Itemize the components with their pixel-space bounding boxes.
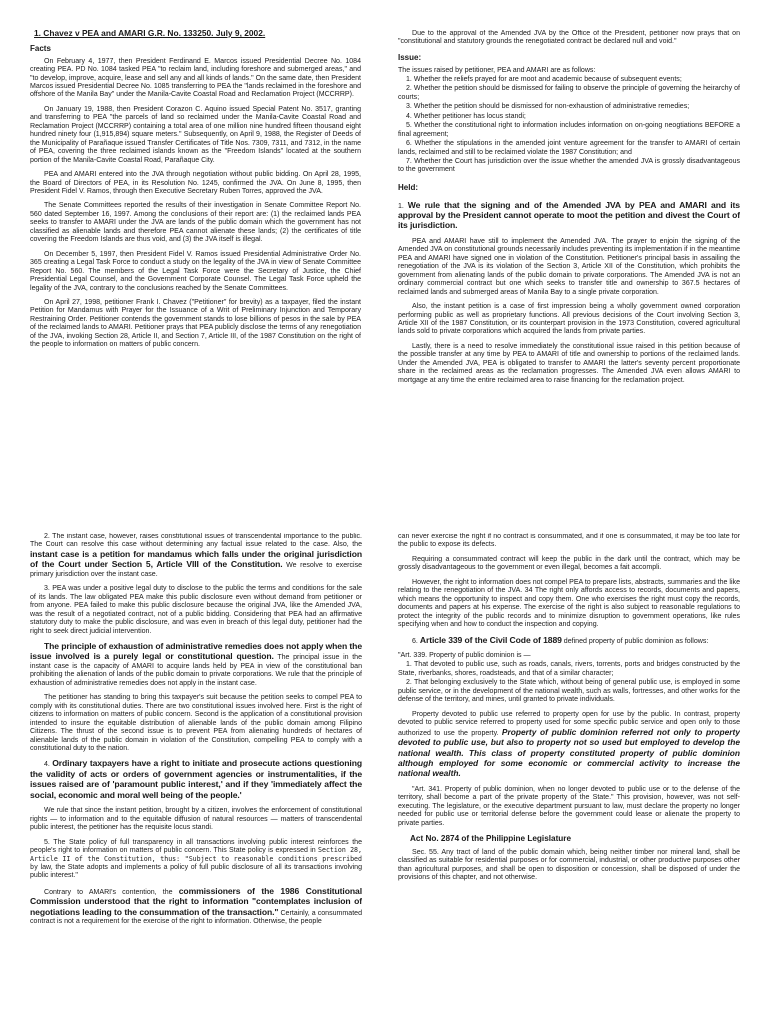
article-339-heading: "Art. 339. Property of public dominion is — xyxy=(398,651,531,659)
facts-paragraph: On January 19, 1988, then President Corazon C. Aquino issued Special Patent No. 3517, granting and transferring to PEA "the parcels of land so reclaimed under the Manila-Cavite Coastal Road and Reclamation Project (MCCRRP) containing a total area of one million nine hundred fifteen thousand eight hundred ninety four (1,915,894) square meters." Subsequently, on April 9, 1988, the Register of Deeds of the Municipality of Parañaque issued Transfer Certificates of Title Nos. 7309, 7311, and 7312, in the name of PEA, covering the three reclaimed islands known as the "Freedom Islands" located at the southern portion of the Manila-Cavite Coastal Road, Parañaque City. xyxy=(30,105,361,164)
top-right-column xyxy=(398,30,740,460)
body-paragraph xyxy=(30,839,362,881)
issue-item: 2. Whether the petition should be dismissed for failing to observe the principle of governing the heirarchy of courts; xyxy=(398,85,740,101)
body-paragraph: Requiring a consummated contract will keep the public in the dark until the contract, which may be grossly disadvantageous to the government or even illegal, becomes a fait accompli. xyxy=(398,555,740,572)
held-ruling-text: We rule that the signing and of the Amended JVA by PEA and AMARI and its approval by the President cannot operate to moot the petition and divest the Court of its jurisdiction. xyxy=(398,199,740,231)
item-number: 4. xyxy=(44,761,50,769)
held-ruling xyxy=(398,201,740,232)
body-paragraph: can never exercise the right if no contract is consummated, and if one is consummated, it may be too late for the public to expose its defects. xyxy=(398,533,740,549)
facts-paragraph: On February 4, 1977, then President Ferdinand E. Marcos issued Presidential Decree No. 1084 creating PEA. PD No. 1084 tasked PEA "to reclaim land, including foreshore and submerged areas," and "to develop, improve, acquire, lease and sell any and all kinds of lands." On the same date, then President Marcos issued Presidential Decree No. 1085 transferring to PEA the "lands reclaimed in the foreshore and offshore of the Manila Bay" under the Manila-Cavite Coastal Road and Reclamation Project (MCCRRP). xyxy=(30,57,361,99)
case-title: 1. Chavez v PEA and AMARI G.R. No. 133250. July 9, 2002. xyxy=(34,28,266,38)
body-paragraph xyxy=(398,711,740,780)
issue-item: 1. Whether the reliefs prayed for are moot and academic because of subsequent events; xyxy=(406,75,682,83)
issue-heading: Issue: xyxy=(398,52,422,62)
text-run: We resolve to exercise primary jurisdiction over the instant case. xyxy=(30,562,362,578)
article-339-item: 1. That devoted to public use, such as roads, canals, rivers, torrents, ports and bridges constructed by the State, riverbanks, shores, roadsteads, and that of a similar character; xyxy=(398,661,740,677)
issue-item: 5. Whether the constitutional right to information includes information on on-going neogtiations BEFORE a final agreement; xyxy=(398,122,740,138)
body-paragraph: Lastly, there is a need to resolve immediately the constitutional issue raised in this petition because of the possible transfer at any time by PEA to AMARI of title and ownership to portions of the reclaimed lands. Under the Amended JVA, PEA is obligated to transfer to AMARI the latter's seventy percent proportionate share in the reclaimed areas as the reclamation progresses. The Amended JVA even allows AMARI to mortgage at any time the entire reclaimed area to raise financing for the reclamation project. xyxy=(398,342,740,384)
body-paragraph: Also, the instant petition is a case of first impression being a wholly government owned corporation performing public as well as proprietary functions. All previous decisions of the Court involving Section 3, Article XII of the 1987 Constitution, or its counterpart provision in the 1973 Constitution, covered agricultural lands sold to private corporations which acquired the lands from private parties. xyxy=(398,303,740,336)
section-55-paragraph: Sec. 55. Any tract of land of the public domain which, being neither timber nor mineral land, shall be classified as suitable for residential purposes or for commercial, industrial, or other productive purposes other than agricultural purposes, and shall be open to disposition or concession, shall be disposed of under the provisions of this chapter, and not otherwise. xyxy=(398,848,740,882)
article-341-paragraph: "Art. 341. Property of public dominion, when no longer devoted to public use or to the defense of the territory, shall become a part of the private property of the State." This provision, however, was not self-executing. The legislature, or the executive department pursuant to law, must declare the property no longer needed for public use or territorial defense before the government could lease or alienate the property to private parties. xyxy=(398,785,740,827)
body-paragraph xyxy=(30,642,362,688)
text-run: defined property of public dominion as follows: xyxy=(561,637,709,645)
body-paragraph: 3. PEA was under a positive legal duty to disclose to the public the terms and conditions for the sale of its lands. The law obligated PEA make this public disclosure even without demand from petitioner or from anyone. PEA failed to make this public disclosure because the original JVA, like the Amended JVA, was the result of a negotiated contract, not of a public bidding. Considering that PEA had an affirmative statutory duty to make the public disclosure, and was even in breach of this legal duty, petitioner had the right to seek direct judicial intervention. xyxy=(30,585,362,635)
issue-item: 6. Whether the stipulations in the amended joint venture agreement for the transfer to AMARI of certain lands, reclaimed and still to be reclaimed violate the 1987 Constitution; and xyxy=(398,140,740,156)
body-paragraph: The petitioner has standing to bring this taxpayer's suit because the petition seeks to compel PEA to comply with its constitutional duties. There are two constitutional issues involved here. First is the right of citizens to information on matters of public concern. Second is the application of a constitutional provision intended to insure the equitable distribution of alienable lands of the public domain among Filipino Citizens. The thrust of the second issue is to prevent PEA from alienating hundreds of hectares of alienable lands of the public domain in violation of the Constitution, compelling PEA to comply with a constitutional duty to the nation. xyxy=(30,694,362,752)
text-run: law, the State adopts and implements a policy of full public disclosure of all its transactions involving public interest." xyxy=(30,863,362,880)
facts-paragraph: The Senate Committees reported the results of their investigation in Senate Committee Report No. 560 dated September 16, 1997. Among the conclusions of their report are: (1) the reclaimed lands PEA seeks to transfer to AMARI under the JVA are lands of the public domain which the government has not classified as alienable lands and therefore PEA cannot alienate these lands; (2) the certificates of title covering the Freedom Islands are thus void, and (3) the JVA itself is illegal. xyxy=(30,202,361,244)
text-run: 5. The State policy of full transparency in all transactions involving public interest reinforces the people's right to information on matters of public concern. This State policy is expressed in xyxy=(30,838,362,855)
body-paragraph xyxy=(398,636,740,646)
body-paragraph: We rule that since the instant petition, brought by a citizen, involves the enforcement of constitutional rights — to information and to the equitable diffusion of natural resources — matters of transcendental public interest, the petitioner has the requisite locus standi. xyxy=(30,807,362,832)
item-number: 6. xyxy=(412,637,418,645)
emphasis-text: The principle of exhaustion of administrative remedies does not apply when the issue involved is a purely legal or constitutional question. xyxy=(30,640,362,662)
text-run: Certainly, a consummated contract is not a requirement for the exercise of the right to information. Otherwise, the people xyxy=(30,909,362,926)
facts-paragraph: On April 27, 1998, petitioner Frank I. Chavez ("Petitioner" for brevity) as a taxpayer, filed the instant Petition for Mandamus with Prayer for the Issuance of a Writ of Preliminary Injunction and Temporary Restraining Order. Petitioner contends the government stands to lose billions of pesos in the sale by PEA of the reclaimed lands to AMARI. Petitioner prays that PEA publicly disclose the terms of any renegotiation of the JVA, invoking Section 28, Article II, and Section 7, Article III, of the 1987 Constitution on the right of the people to information on matters of public concern. xyxy=(30,299,361,349)
body-paragraph: Due to the approval of the Amended JVA by the Office of the President, petitioner now prays that on "constitutional and statutory grounds the renegotiated contract be declared null and void." xyxy=(398,30,740,46)
body-paragraph xyxy=(30,887,362,927)
bottom-left-column xyxy=(30,533,362,1019)
facts-paragraph: PEA and AMARI entered into the JVA through negotiation without public bidding. On April 28, 1995, the Board of Directors of PEA, in its Resolution No. 1245, confirmed the JVA. On June 8, 1995, then President Fidel V. Ramos, through then Executive Secretary Ruben Torres, approved the JVA. xyxy=(30,171,361,196)
emphasis-text: Property of public dominion referred not only to property devoted to public use, but also to property not so used but employed to develop the national wealth. This class of property constituted property of public dominion although employed for some economic or commercial activity to increase the national wealth. xyxy=(398,726,740,779)
facts-heading: Facts xyxy=(30,44,51,54)
text-run: Property devoted to public use referred to property open for use by the public. In contrast, property devoted to public service referred to property used for some specific public service and open only to those authorized to use the property. xyxy=(398,710,740,737)
issue-item: 3. Whether the petition should be dismissed for non-exhaustion of administrative remedies; xyxy=(406,103,690,111)
facts-paragraph: On December 5, 1997, then President Fidel V. Ramos issued Presidential Administrative Order No. 365 creating a Legal Task Force to conduct a study on the legality of the JVA in view of Senate Committee Report No. 560. The members of the Legal Task Force were the Secretary of Justice, the Chief Presidential Legal Counsel, and the Government Corporate Counsel. The Legal Task Force upheld the legality of the JVA, contrary to the conclusions reached by the Senate Committees. xyxy=(30,250,361,292)
act-heading: Act No. 2874 of the Philippine Legislature xyxy=(410,834,572,844)
text-run: Contrary to AMARI's contention, the xyxy=(44,888,179,896)
issue-item: 7. Whether the Court has jurisdiction over the issue whether the amended JVA is grossly disadvantageous to the government xyxy=(398,158,740,174)
emphasis-text: instant case is a petition for mandamus which falls under the original jurisdiction of the Court under Section 5, Article VIII of the Constitution. xyxy=(30,548,362,570)
top-left-column xyxy=(30,28,361,468)
body-paragraph: PEA and AMARI have still to implement the Amended JVA. The prayer to enjoin the signing of the Amended JVA on constitutional grounds necessarily includes preventing its implementation if in the meantime PEA and AMARI have signed one in violation of the Constitution. Petitioner's principal basis in assailing the renegotiation of the JVA is its violation of the Section 3, Article XII of the Constitution, which prohibits the government from alienating lands of the public domain to private corporations. The Amended JVA is not an ordinary commercial contract but one which seeks to transfer title and ownership to 367.5 hectares of reclaimed lands and submerged areas of Manila Bay to a single private corporation. xyxy=(398,237,740,296)
held-number: 1. xyxy=(398,202,404,210)
text-run: 2. The instant case, however, raises constitutional issues of transcendental importance to the public. The Court can resolve this case without determining any factual issue related to the case. Also, the xyxy=(30,533,362,549)
emphasis-text: commissioners of the 1986 Constitutional Commission understood that the right to information "contemplates inclusion of negotiations leading to the consummation of the transaction." xyxy=(30,885,362,917)
emphasis-text: Ordinary taxpayers have a right to initiate and prosecute actions questioning the validity of acts or orders of government agencies or instrumentalities, if the issues raised are of 'paramount public interest,' and if they 'immediately affect the social, economic and moral well being of the people.' xyxy=(30,758,362,800)
bottom-right-column xyxy=(398,533,740,1019)
held-heading: Held: xyxy=(398,182,418,192)
text-run: The principal issue in the instant case is the capacity of AMARI to acquire lands held by PEA in view of the constitutional ban prohibiting the alienation of lands of the public domain to private corporations. We rule that the principle of exhaustion of administrative remedies does not apply in the instant case. xyxy=(30,654,362,687)
issue-intro: The issues raised by petitioner, PEA and AMARI are as follows: xyxy=(398,66,596,74)
emphasis-text: Article 339 of the Civil Code of 1889 xyxy=(419,634,562,645)
body-paragraph xyxy=(30,533,362,579)
article-339-item: 2. That belonging exclusively to the State which, without being of general public use, is employed in some public service, or in the development of the national wealth, such as walls, fortresses, and other works for the defense of the territory, and mines, until granted to private individuals. xyxy=(398,679,740,704)
body-paragraph: However, the right to information does not compel PEA to prepare lists, abstracts, summaries and the like relating to the renegotiation of the JVA. 34 The right only affords access to records, documents and papers, which means the opportunity to inspect and copy them. One who exercises the right must copy the records, documents and papers at his expense. The exercise of the right is also subject to reasonable regulations to protect the integrity of the public records and to minimize disruption to government operations, like rules specifying when and how to conduct the inspection and copying. xyxy=(398,578,740,629)
issue-item: 4. Whether petitioner has locus standi; xyxy=(406,112,526,120)
quoted-provision: Section 28, Article II of the Constitution, thus: "Subject to reasonable conditions prescribed by xyxy=(30,846,362,871)
body-paragraph xyxy=(30,759,362,801)
